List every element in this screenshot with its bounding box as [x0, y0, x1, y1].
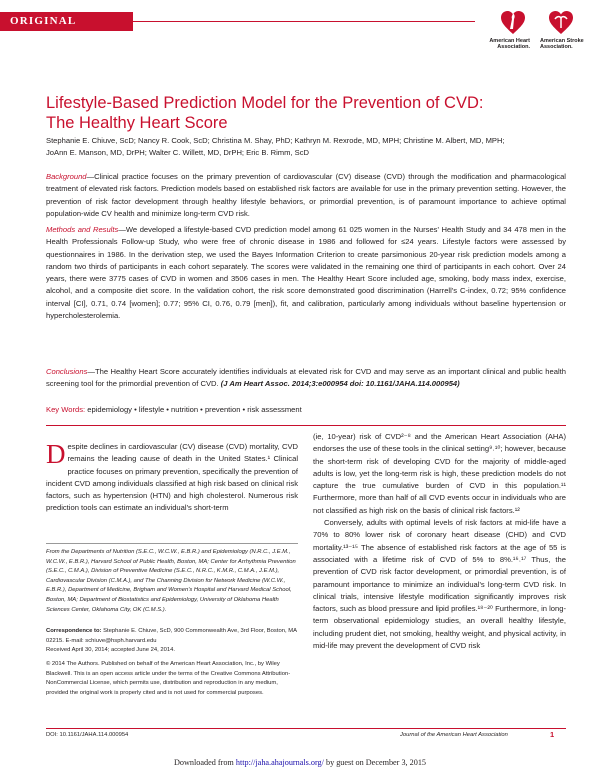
footer-doi: DOI: 10.1161/JAHA.114.000954 — [46, 732, 129, 738]
banner-divider — [133, 21, 475, 22]
section-label: ORIGINAL RESEARCH — [0, 12, 133, 31]
footer-divider — [46, 728, 566, 729]
intro-right-column — [313, 431, 566, 652]
citation: (J Am Heart Assoc. 2014;3:e000954 doi: 10.1161/JAHA.114.000954) — [220, 379, 460, 389]
abstract-divider — [46, 425, 566, 426]
dropcap: D — [46, 439, 66, 469]
keywords — [46, 404, 302, 416]
article-title — [46, 93, 556, 133]
abstract-methods-results — [46, 224, 566, 322]
download-note — [0, 758, 600, 768]
background-label: Background — [46, 172, 87, 181]
license-note: © 2014 The Authors. Published on behalf of the American Heart Association, Inc., by Wiley Blackwell. This is an open access article under the terms of the Creative Commons Attribution-NonCommercial License, which permits use, distribution and reproduction in any medium, provided the original work is properly cited and is not used for commercial purposes. — [46, 661, 291, 696]
intro-left-text: espite declines in cardiovascular (CV) disease (CVD) mortality, CVD remains the leading cause of death in the United States.¹ Clinical practice focuses on primary prevention, specifically the prevention of incident CVD among individuals classified at high risk based on clinical risk factors, such as hypertension (HTN) and high cholesterol. Numerous risk prediction tools can estimate an individual's short-term — [46, 442, 298, 513]
heart-torch-icon — [500, 10, 526, 36]
correspondence — [46, 627, 298, 646]
footer-journal: Journal of the American Heart Association — [400, 732, 508, 738]
page-number: 1 — [550, 730, 555, 739]
download-prefix: Downloaded from — [173, 758, 236, 767]
download-link[interactable]: http://jaha.ahajournals.org/ — [235, 758, 324, 767]
asa-logo-text: American Stroke Association. — [540, 38, 584, 50]
intro-left-column — [46, 441, 298, 515]
received-dates: Received April 30, 2014; accepted June 24, 2014. — [46, 647, 175, 653]
methods-text: —We developed a lifestyle-based CVD prediction model among 61 025 women in the Nurses' Health Study and 34 478 men in the Health Professionals Follow-up Study, who were free of chronic disease in 1986 and followed for ≤24 years. Lifestyle factors were assessed by questionnaires in 1986. In the derivation step, we used the Bayes Information Criterion to create parsimonious 20-year risk prediction models among a random two thirds of participants in each cohort separately. The scores were validated in the remaining one third of participants in each cohort. Over 24 years, there were 3775 cases of CVD in women and 3506 cases in men. The Healthy Heart Score included age, smoking, body mass index, exercise, alcohol, and a composite diet score. In the validation cohort, the risk score demonstrated good discrimination (Harrell's C-index, 0.72; 95% confidence interval [CI], 0.71, 0.74 [women]; 0.77; 95% CI, 0.76, 0.79 [men]), fit, and calibration, particularly among individuals without baseline hypertension or hypercholesterolemia. — [46, 225, 566, 320]
download-suffix: by guest on December 3, 2015 — [323, 758, 427, 767]
abstract-conclusions — [46, 366, 566, 391]
authors-line-1: Stephanie E. Chiuve, ScD; Nancy R. Cook, ScD; Christina M. Shay, PhD; Kathryn M. Rexrode, MD, MPH; Christine M. Albert, MD, MPH; — [46, 136, 505, 145]
authors-line-2: JoAnn E. Manson, MD, DrPH; Walter C. Willett, MD, DrPH; Eric B. Rimm, ScD — [46, 148, 310, 157]
aha-logo-text: American Heart Association. — [489, 38, 530, 50]
correspondence-text: Stephanie E. Chiuve, ScD, 900 Commonwealth Ave, 3rd Floor, Boston, MA 02215. E-mail: schiuve@hsph.harvard.edu — [46, 628, 297, 644]
footnote-divider — [46, 543, 298, 544]
right-paragraph-1: (ie, 10-year) risk of CVD²⁻⁸ and the American Heart Association (AHA) endorses the use of these tools in the clinical setting⁹˒¹⁰; however, because the short-term risk of developing CVD for the majority of middle-aged adults is low, yet the long-term risk is high, these prediction models do not capture the true cumulative burden of CVD in this population.¹¹ Furthermore, more than half of all CVD events occur in individuals who are not classified as high risk on the basis of clinical risk factors.¹² — [313, 432, 566, 515]
keywords-list: epidemiology • lifestyle • nutrition • prevention • risk assessment — [87, 405, 302, 414]
aha-asa-logo — [484, 10, 588, 54]
correspondence-label: Correspondence to: — [46, 628, 102, 634]
keywords-label: Key Words: — [46, 405, 86, 414]
author-list — [46, 135, 566, 159]
title-line-2: The Healthy Heart Score — [46, 114, 228, 132]
methods-label: Methods and Results — [46, 225, 119, 234]
abstract-background — [46, 171, 566, 220]
background-text: —Clinical practice focuses on the primary prevention of cardiovascular (CV) disease (CVD) through the modification and pharmacological treatment of elevated risk factors. Prediction models based on established risk factors are available for use in the primary prevention setting. However, the prevention of risk factor development through healthy lifestyle behaviors, or primordial prevention, is of paramount importance to achieve optimal population-wide CV health and minimize long-term CVD risk. — [46, 172, 566, 218]
title-line-1: Lifestyle-Based Prediction Model for the Prevention of CVD: — [46, 94, 484, 112]
stroke-brain-icon — [548, 10, 574, 36]
conclusions-text: —The Healthy Heart Score accurately identifies individuals at elevated risk for CVD and may serve as an important clinical and public health screening tool for the primordial prevention of CVD. — [46, 367, 566, 389]
affiliations: From the Departments of Nutrition (S.E.C., W.C.W., E.B.R.) and Epidemiology (N.R.C., J.E.M., W.C.W., E.B.R.), Harvard School of Public Health, Boston, MA; Center for Arrhythmia Prevention (S.E.C., C.M.A.), Division of Preventive Medicine (S.E.C., N.R.C., K.M.R., C.M.A., J.E.M.), Cardiovascular Division (C.M.A.), and The Channing Division for Network Medicine (W.C.W., E.B.R.), Department of Medicine, Brigham and Women's Hospital and Harvard Medical School, Boston, MA; Department of Biostatistics and Epidemiology, University of Oklahoma Health Sciences Center, Oklahoma City, OK (C.M.S.). — [46, 549, 296, 613]
right-paragraph-2: Conversely, adults with optimal levels of risk factors at mid-life have a 70% to 80% lower risk of coronary heart disease (CHD) and CVD mortality.¹³⁻¹⁵ The absence of established risk factors at the age of 55 is associated with a lifetime risk of CVD of 5% to 8%.¹⁶˒¹⁷ Thus, the prevention of CVD risk factor development, or primordial prevention, is of paramount importance to minimize an individual's long-term CVD risk. In clinical trials, intensive lifestyle modification significantly improves risk factors, such as blood pressure and lipid profiles.¹⁸⁻²⁰ Furthermore, in long-term observational epidemiology studies, an overall healthy lifestyle, including prudent diet, not smoking, healthy weight, and physical activity, in mid-life may prevent the development of CVD risk — [313, 518, 566, 651]
conclusions-label: Conclusions — [46, 367, 88, 376]
